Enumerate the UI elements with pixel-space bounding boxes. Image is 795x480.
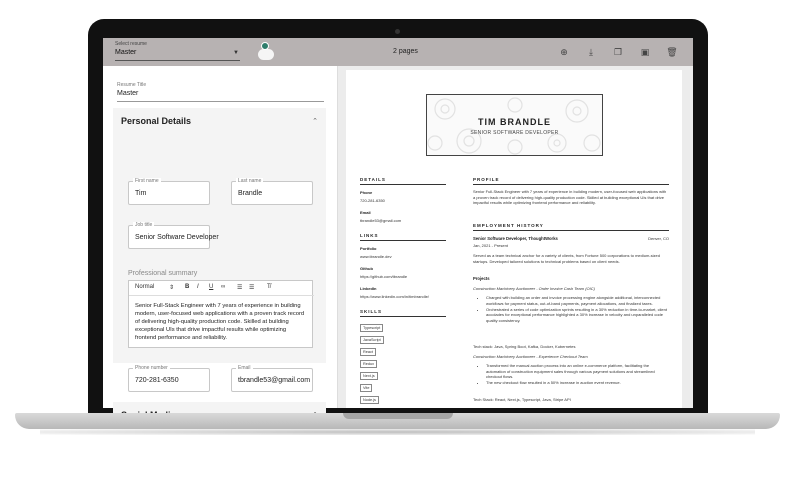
bullet-list-icon[interactable]: ☰: [249, 285, 255, 291]
rich-text-toolbar: [129, 281, 314, 296]
skill-chip: JavaScript: [360, 336, 384, 344]
skills-rule: [360, 316, 446, 317]
bullet-item: • The new checkout flow resulted in a 50% increase in auction event revenue.: [486, 380, 669, 386]
skill-chip: React: [360, 348, 376, 356]
resume-name: TIM BRANDLE: [478, 117, 551, 127]
camera-icon: [395, 29, 400, 34]
theme-toggle[interactable]: [256, 42, 276, 62]
details-rule: [360, 184, 446, 185]
format-caret-icon[interactable]: ⇕: [169, 285, 175, 291]
job-dates: Jan, 2021 - Present: [473, 243, 508, 248]
skills-heading: SKILLS: [360, 309, 383, 314]
email-value: tbrandle53@gmail.com: [238, 377, 311, 384]
skill-chip: Vite: [360, 384, 372, 392]
employment-heading: EMPLOYMENT HISTORY: [473, 223, 544, 228]
project-stack: Tech Stack: React, Next.js, Typescript, Java, Stripe API: [473, 397, 571, 402]
portfolio-key: Portfolio: [360, 246, 377, 251]
skill-chip: Next.js: [360, 372, 378, 380]
download-icon[interactable]: ⤓: [589, 47, 593, 57]
skill-chip: Typescript: [360, 324, 383, 332]
select-resume-label: Select resume: [115, 41, 147, 47]
portfolio-link[interactable]: www.tbrandle.dev: [360, 254, 392, 259]
phone-text: 720-281-6350: [360, 198, 385, 203]
job-summary: Served as a team technical anchor for a variety of clients, from Fortune 500 corporations to medium-sized startups. Developed tailored solutions to technical problems based on client needs.: [473, 253, 660, 264]
linkedin-link[interactable]: https://www.linkedin.com/in/timbrandle/: [360, 294, 429, 299]
links-heading: LINKS: [360, 233, 379, 238]
delete-icon[interactable]: 🗑: [666, 47, 678, 57]
add-circle-icon[interactable]: ⊕: [560, 47, 568, 57]
last-name-field[interactable]: [231, 178, 313, 205]
toggle-knob: [261, 42, 269, 50]
skill-chip: Node.js: [360, 396, 379, 404]
last-name-label: Last name: [238, 178, 262, 184]
job-title-value: Senior Software Developer: [135, 234, 219, 241]
phone-label: Phone number: [135, 365, 168, 371]
save-icon[interactable]: ▣: [640, 47, 650, 57]
links-rule: [360, 240, 446, 241]
first-name-value: Tim: [135, 190, 147, 197]
link-icon[interactable]: ∞: [221, 284, 226, 290]
projects-label: Projects: [473, 276, 490, 281]
select-resume-dropdown[interactable]: Master: [115, 49, 137, 56]
format-select[interactable]: Normal: [135, 284, 155, 290]
app-screen: [103, 38, 693, 408]
summary-editor[interactable]: [128, 280, 313, 348]
clear-format-icon[interactable]: T̸: [267, 284, 271, 290]
resume-header: [426, 94, 603, 156]
profile-rule: [473, 184, 669, 185]
chevron-down-icon[interactable]: ▼: [233, 50, 239, 56]
email-label: Email: [238, 365, 251, 371]
skill-chip: Redux: [360, 360, 377, 368]
phone-key: Phone: [360, 190, 373, 195]
github-link[interactable]: https://github.com/tbrandle: [360, 274, 408, 279]
bullet-item: • Charged with building an order and invoice processing engine alongside additional, interconnected workflows for payment status, out-of-band payments, payment allocations, and finalized taxes.: [486, 295, 669, 306]
profile-text: Senior Full-Stack Engineer with 7 years of experience in building modern, user-focused web applications with a proven track record of delivering high-quality production code. Skilled at building exceptional UIs that drive impactful results while optimizing frontend performance and reliability.: [473, 189, 667, 205]
first-name-field[interactable]: [128, 178, 210, 205]
employment-rule: [473, 230, 669, 231]
chevron-up-icon[interactable]: ⌃: [312, 118, 318, 125]
laptop-shadow: [40, 429, 755, 435]
project-stack: Tech stack: Java, Spring Boot, Kafka, Docker, Kubernetes: [473, 344, 576, 349]
toggle-track: [258, 49, 274, 60]
linkedin-key: LinkedIn: [360, 286, 377, 291]
phone-field[interactable]: [128, 365, 210, 392]
resume-title-label: Resume Title: [117, 82, 147, 88]
italic-icon[interactable]: I: [197, 284, 199, 290]
summary-text[interactable]: Senior Full-Stack Engineer with 7 years of experience in building modern, user-focused web applications with a proven track record of delivering high-quality production code. Skilled at building exceptional UIs that drive impactful results while optimizing frontend performance and reliability.: [135, 303, 305, 341]
ordered-list-icon[interactable]: ☰: [237, 285, 243, 291]
job-title-field[interactable]: [128, 222, 219, 249]
phone-value: 720-281-6350: [135, 377, 179, 384]
job-title-label: Job title: [135, 222, 153, 228]
resume-title-input[interactable]: Master: [117, 90, 139, 97]
personal-details-title[interactable]: Personal Details: [121, 116, 192, 126]
project-bullets: [486, 295, 669, 324]
project-title: Construction Machinery Auctioneer - Order Invoice Cash Team (OIC): [473, 286, 595, 291]
top-toolbar: [103, 38, 693, 66]
page-count: 2 pages: [393, 48, 418, 55]
resume-preview: [346, 70, 682, 408]
summary-label: Professional summary: [128, 270, 198, 277]
job-location: Denver, CO: [648, 236, 669, 241]
profile-heading: PROFILE: [473, 177, 500, 182]
project-title: Construction Machinery Auctioneer - Experience Checkout Team: [473, 354, 588, 359]
last-name-value: Brandle: [238, 190, 263, 197]
job-heading: Senior Software Developer, ThoughtWorks: [473, 236, 558, 241]
underline-icon[interactable]: U: [209, 284, 214, 290]
email-key: Email: [360, 210, 371, 215]
copy-icon[interactable]: ❐: [613, 47, 623, 57]
select-underline: [115, 60, 240, 61]
first-name-label: First name: [135, 178, 159, 184]
laptop-notch: [343, 413, 453, 419]
bullet-item: • Orchestrated a series of code optimization sprints resulting in a 30% reduction in time-to-market, client accolades for exceptional performance highlighted a 30% increase in velocity and unparalleled code quality consistency.: [486, 307, 669, 324]
details-heading: DETAILS: [360, 177, 386, 182]
email-text: tbrandle53@gmail.com: [360, 218, 402, 223]
bullet-item: • Transformed the manual auction process into an online e-commerce platform, facilitating the automation of construction equipment sales through various payment solutions and streamlined checkout flows.: [486, 363, 669, 380]
resume-job-title: SENIOR SOFTWARE DEVELOPER: [470, 130, 559, 136]
bold-icon[interactable]: B: [185, 284, 190, 290]
editor-panel: [103, 66, 338, 408]
resume-title-underline: [117, 101, 324, 102]
email-field[interactable]: [231, 365, 313, 392]
github-key: Github: [360, 266, 373, 271]
project-bullets: [486, 363, 669, 386]
